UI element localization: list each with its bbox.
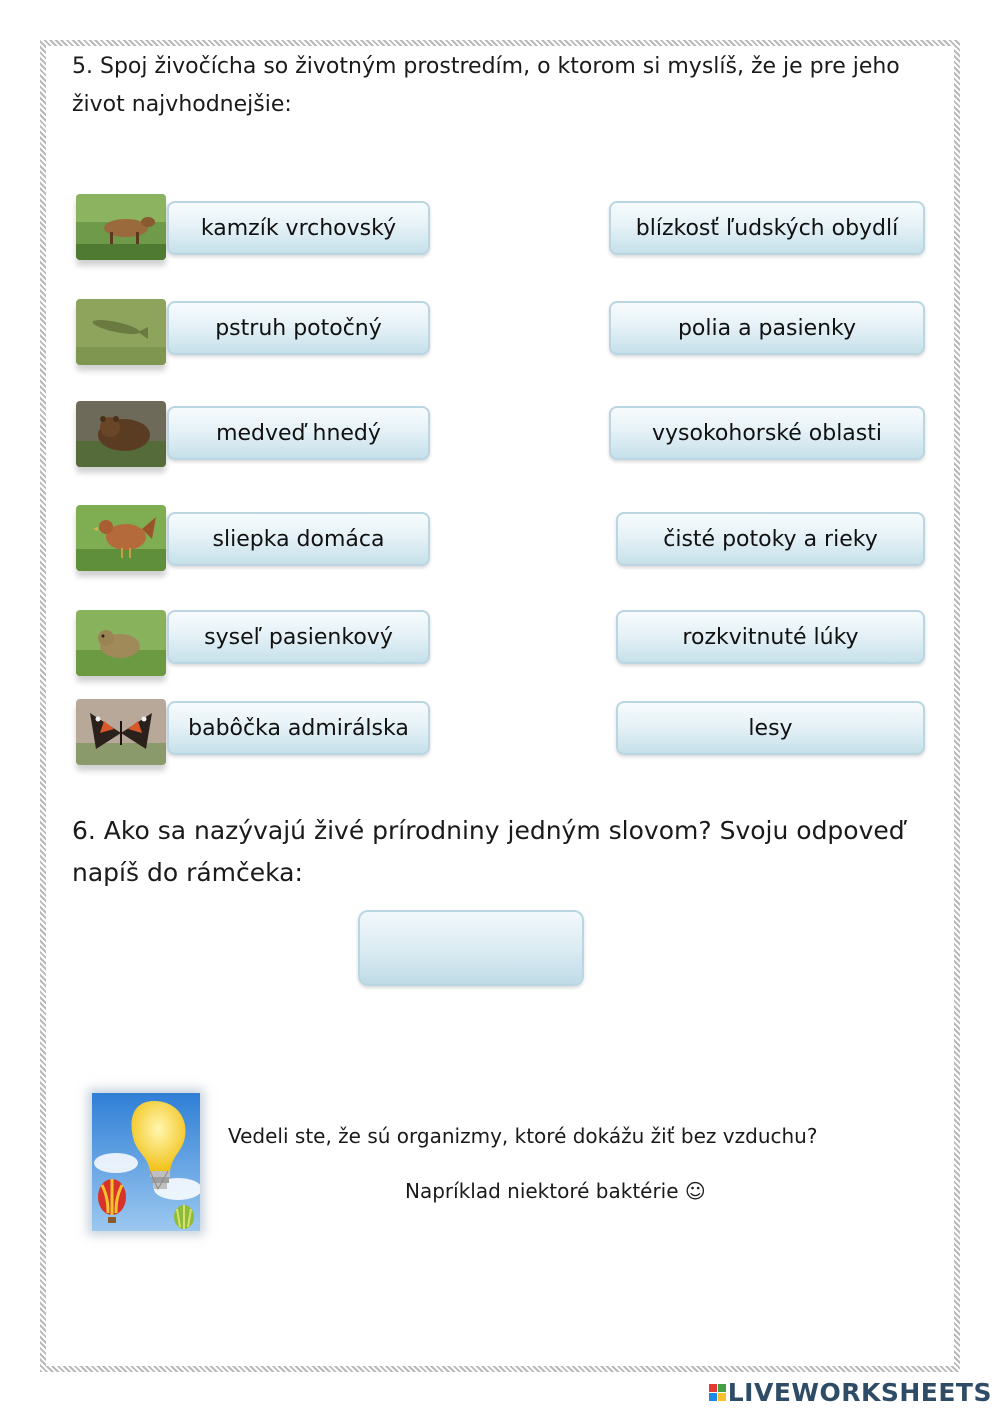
habitat-box-6[interactable] xyxy=(616,701,925,755)
habitat-box-2[interactable] xyxy=(609,301,925,355)
chamois-photo xyxy=(76,194,166,260)
animal-label: babôčka admirálska xyxy=(188,715,409,741)
habitat-label: čisté potoky a rieky xyxy=(663,526,878,552)
trout-photo xyxy=(76,299,166,365)
question-6-text: 6. Ako sa nazývajú živé prírodniny jedným slovom? Svoju odpoveď napíš do rámčeka: xyxy=(72,816,905,887)
fun-fact-question: Vedeli ste, že sú organizmy, ktoré dokážu žiť bez vzduchu? xyxy=(228,1124,818,1148)
logo-text: LIVEWORKSHEETS xyxy=(727,1378,992,1407)
logo-mark-icon xyxy=(709,1384,726,1401)
habitat-box-3[interactable] xyxy=(609,406,925,460)
lightbulb-icon xyxy=(92,1093,200,1231)
liveworksheets-logo xyxy=(709,1378,992,1407)
habitat-box-4[interactable] xyxy=(616,512,925,566)
ground-squirrel-photo xyxy=(76,610,166,676)
animal-box-3[interactable] xyxy=(167,406,430,460)
habitat-label: blízkosť ľudských obydlí xyxy=(635,215,899,241)
animal-box-1[interactable] xyxy=(167,201,430,255)
habitat-box-1[interactable] xyxy=(609,201,925,255)
hen-photo xyxy=(76,505,166,571)
butterfly-photo xyxy=(76,699,166,765)
habitat-label: lesy xyxy=(748,715,793,741)
habitat-label: polia a pasienky xyxy=(677,315,857,341)
animal-label: sliepka domáca xyxy=(212,526,385,552)
habitat-label: rozkvitnuté lúky xyxy=(682,624,859,650)
animal-box-6[interactable] xyxy=(167,701,430,755)
animal-label: pstruh potočný xyxy=(215,315,382,341)
habitat-box-5[interactable] xyxy=(616,610,925,664)
animal-label: syseľ pasienkový xyxy=(204,624,393,650)
animal-label: medveď hnedý xyxy=(216,420,381,446)
fun-fact-answer: Napríklad niektoré baktérie ☺ xyxy=(405,1179,706,1203)
question-5-text: 5. Spoj živočícha so životným prostredím, o ktorom si myslíš, že je pre jeho život najvhodnejšie: xyxy=(72,54,900,117)
brown-bear-photo xyxy=(76,401,166,467)
habitat-label: vysokohorské oblasti xyxy=(652,420,882,446)
animal-box-5[interactable] xyxy=(167,610,430,664)
answer-input[interactable] xyxy=(358,910,584,986)
animal-label: kamzík vrchovský xyxy=(200,215,397,241)
animal-box-2[interactable] xyxy=(167,301,430,355)
animal-box-4[interactable] xyxy=(167,512,430,566)
